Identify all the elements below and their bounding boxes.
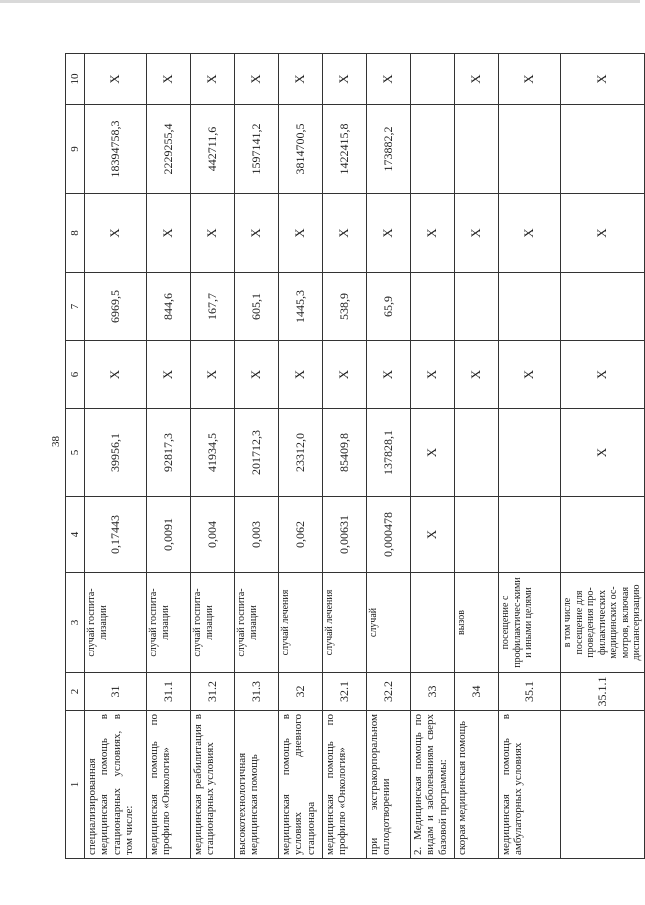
- table-cell-c5: 39956,1: [85, 409, 147, 497]
- table-cell-c1: специализированная медицинская помощь в стационарных условиях, в том числе:: [85, 711, 147, 859]
- table-cell-c9: [561, 105, 645, 194]
- table-cell-c9: 1422415,8: [323, 105, 367, 194]
- table-cell-c9: [499, 105, 561, 194]
- table-cell-c7: 538,9: [323, 273, 367, 341]
- table-cell-c7: [561, 273, 645, 341]
- table-cell-c3: случай лечения: [323, 573, 367, 673]
- table-cell-c9: 1597141,2: [235, 105, 279, 194]
- header-cell: 3: [66, 573, 85, 673]
- table-cell-c7: 1445,3: [279, 273, 323, 341]
- table-cell-c3: в том числе посещение для проведения про-филактических медицинских ос-мотров, включая диспансеризацию: [561, 573, 645, 673]
- table-cell-c2: 34: [455, 673, 499, 711]
- table-cell-c10: X: [85, 54, 147, 105]
- table-cell-c5: 23312,0: [279, 409, 323, 497]
- table-cell-c10: X: [279, 54, 323, 105]
- table-cell-c10: X: [235, 54, 279, 105]
- table-cell-c9: 173882,2: [367, 105, 411, 194]
- table-cell-c1: медицинская помощь в условиях дневного стационара: [279, 711, 323, 859]
- table-cell-c5: 85409,8: [323, 409, 367, 497]
- table-cell-c9: [411, 105, 455, 194]
- table-cell-c4: 0,062: [279, 497, 323, 573]
- table-row: [455, 54, 499, 859]
- table-cell-c8: X: [411, 194, 455, 273]
- table-cell-c10: X: [191, 54, 235, 105]
- table-row: [411, 54, 455, 859]
- table-cell-c7: [411, 273, 455, 341]
- table-cell-c2: 32.2: [367, 673, 411, 711]
- table-cell-c5: 201712,3: [235, 409, 279, 497]
- table-cell-c9: 2229255,4: [147, 105, 191, 194]
- table-row: [235, 54, 279, 859]
- table-cell-c10: X: [367, 54, 411, 105]
- table-cell-c2: 32: [279, 673, 323, 711]
- table-cell-c5: 41934,5: [191, 409, 235, 497]
- table-cell-c8: X: [85, 194, 147, 273]
- table-row: [191, 54, 235, 859]
- header-cell: 4: [66, 497, 85, 573]
- table-cell-c10: X: [455, 54, 499, 105]
- table-cell-c7: [499, 273, 561, 341]
- table-cell-c2: 31.1: [147, 673, 191, 711]
- table-cell-c1: при экстракорпоральном оплодотворении: [367, 711, 411, 859]
- table-cell-c7: 167,7: [191, 273, 235, 341]
- table-cell-c4: 0,003: [235, 497, 279, 573]
- header-cell: 9: [66, 105, 85, 194]
- table-cell-c3: случай госпита-лизации: [147, 573, 191, 673]
- table-cell-c6: X: [499, 341, 561, 409]
- table-cell-c10: [411, 54, 455, 105]
- table-row: [279, 54, 323, 859]
- table-cell-c3: вызов: [455, 573, 499, 673]
- table-cell-c3: случай госпита-лизации: [191, 573, 235, 673]
- table-cell-c6: X: [411, 341, 455, 409]
- table-cell-c8: X: [279, 194, 323, 273]
- rotated-page: [65, 54, 642, 859]
- table-cell-c3: случай госпита-лизации: [235, 573, 279, 673]
- table-cell-c6: X: [367, 341, 411, 409]
- table-cell-c9: [455, 105, 499, 194]
- table-cell-c1: медицинская помощь по профилю «Онкология»: [323, 711, 367, 859]
- scan-edge: [0, 0, 640, 3]
- table-cell-c6: X: [561, 341, 645, 409]
- table-cell-c5: [455, 409, 499, 497]
- table-cell-c1: 2. Медицинская помощь по видам и заболеваниям сверх базовой программы:: [411, 711, 455, 859]
- table-cell-c3: посещение с профилактичес-кими и иными целями: [499, 573, 561, 673]
- table-cell-c4: X: [411, 497, 455, 573]
- table-cell-c4: 0,000478: [367, 497, 411, 573]
- table-cell-c5: 137828,1: [367, 409, 411, 497]
- table-cell-c9: 18394758,3: [85, 105, 147, 194]
- table-cell-c1: медицинская помощь по профилю «Онкология»: [147, 711, 191, 859]
- table-cell-c7: 65,9: [367, 273, 411, 341]
- table-row: [367, 54, 411, 859]
- table-cell-c6: X: [147, 341, 191, 409]
- table-cell-c4: 0,004: [191, 497, 235, 573]
- table-row: [561, 54, 645, 859]
- table-cell-c1: медицинская помощь в амбулаторных условиях: [499, 711, 561, 859]
- table-cell-c1: медицинская реабилитация в стационарных условиях: [191, 711, 235, 859]
- table-cell-c8: X: [561, 194, 645, 273]
- page-number: 38: [50, 436, 62, 447]
- table-cell-c3: [411, 573, 455, 673]
- table-cell-c7: [455, 273, 499, 341]
- table-cell-c9: 3814700,5: [279, 105, 323, 194]
- table-cell-c10: X: [147, 54, 191, 105]
- table-cell-c5: X: [411, 409, 455, 497]
- table-cell-c3: случай лечения: [279, 573, 323, 673]
- table-cell-c7: 6969,5: [85, 273, 147, 341]
- table-cell-c4: [455, 497, 499, 573]
- table-cell-c8: X: [455, 194, 499, 273]
- table-cell-c10: X: [561, 54, 645, 105]
- table-cell-c2: 35.1.1: [561, 673, 645, 711]
- table-row: [323, 54, 367, 859]
- table-cell-c4: 0,17443: [85, 497, 147, 573]
- table-cell-c8: X: [191, 194, 235, 273]
- table-row: [85, 54, 147, 859]
- table-cell-c8: X: [499, 194, 561, 273]
- table-cell-c5: 92817,3: [147, 409, 191, 497]
- table-cell-c1: скорая медицинская помощь: [455, 711, 499, 859]
- table-cell-c6: X: [455, 341, 499, 409]
- table-cell-c6: X: [191, 341, 235, 409]
- table-cell-c6: X: [235, 341, 279, 409]
- table-cell-c8: X: [147, 194, 191, 273]
- table-cell-c1: высокотехнологичная медицинская помощь: [235, 711, 279, 859]
- table-cell-c2: 35.1: [499, 673, 561, 711]
- table-cell-c10: X: [499, 54, 561, 105]
- table-row: [147, 54, 191, 859]
- table-cell-c2: 32.1: [323, 673, 367, 711]
- table-cell-c3: случай: [367, 573, 411, 673]
- table-cell-c4: [499, 497, 561, 573]
- table-cell-c5: X: [561, 409, 645, 497]
- table-cell-c9: 442711,6: [191, 105, 235, 194]
- cost-table: [65, 53, 645, 859]
- table-cell-c4: 0,00631: [323, 497, 367, 573]
- table-cell-c2: 31.3: [235, 673, 279, 711]
- table-cell-c3: случай госпита-лизации: [85, 573, 147, 673]
- table-cell-c5: [499, 409, 561, 497]
- table-row: [499, 54, 561, 859]
- table-cell-c6: X: [323, 341, 367, 409]
- table-cell-c1: [561, 711, 645, 859]
- table-cell-c7: 844,6: [147, 273, 191, 341]
- header-cell: 7: [66, 273, 85, 341]
- table-cell-c2: 31.2: [191, 673, 235, 711]
- header-cell: 1: [66, 711, 85, 859]
- header-cell: 6: [66, 341, 85, 409]
- header-cell: 8: [66, 194, 85, 273]
- table-cell-c2: 31: [85, 673, 147, 711]
- table-cell-c2: 33: [411, 673, 455, 711]
- table-cell-c8: X: [367, 194, 411, 273]
- table-cell-c6: X: [85, 341, 147, 409]
- table-cell-c4: [561, 497, 645, 573]
- column-number-row: [66, 54, 85, 859]
- header-cell: 5: [66, 409, 85, 497]
- table-cell-c10: X: [323, 54, 367, 105]
- table-cell-c8: X: [235, 194, 279, 273]
- header-cell: 10: [66, 54, 85, 105]
- header-cell: 2: [66, 673, 85, 711]
- table-cell-c6: X: [279, 341, 323, 409]
- table-cell-c4: 0,0091: [147, 497, 191, 573]
- table-cell-c7: 605,1: [235, 273, 279, 341]
- table-cell-c8: X: [323, 194, 367, 273]
